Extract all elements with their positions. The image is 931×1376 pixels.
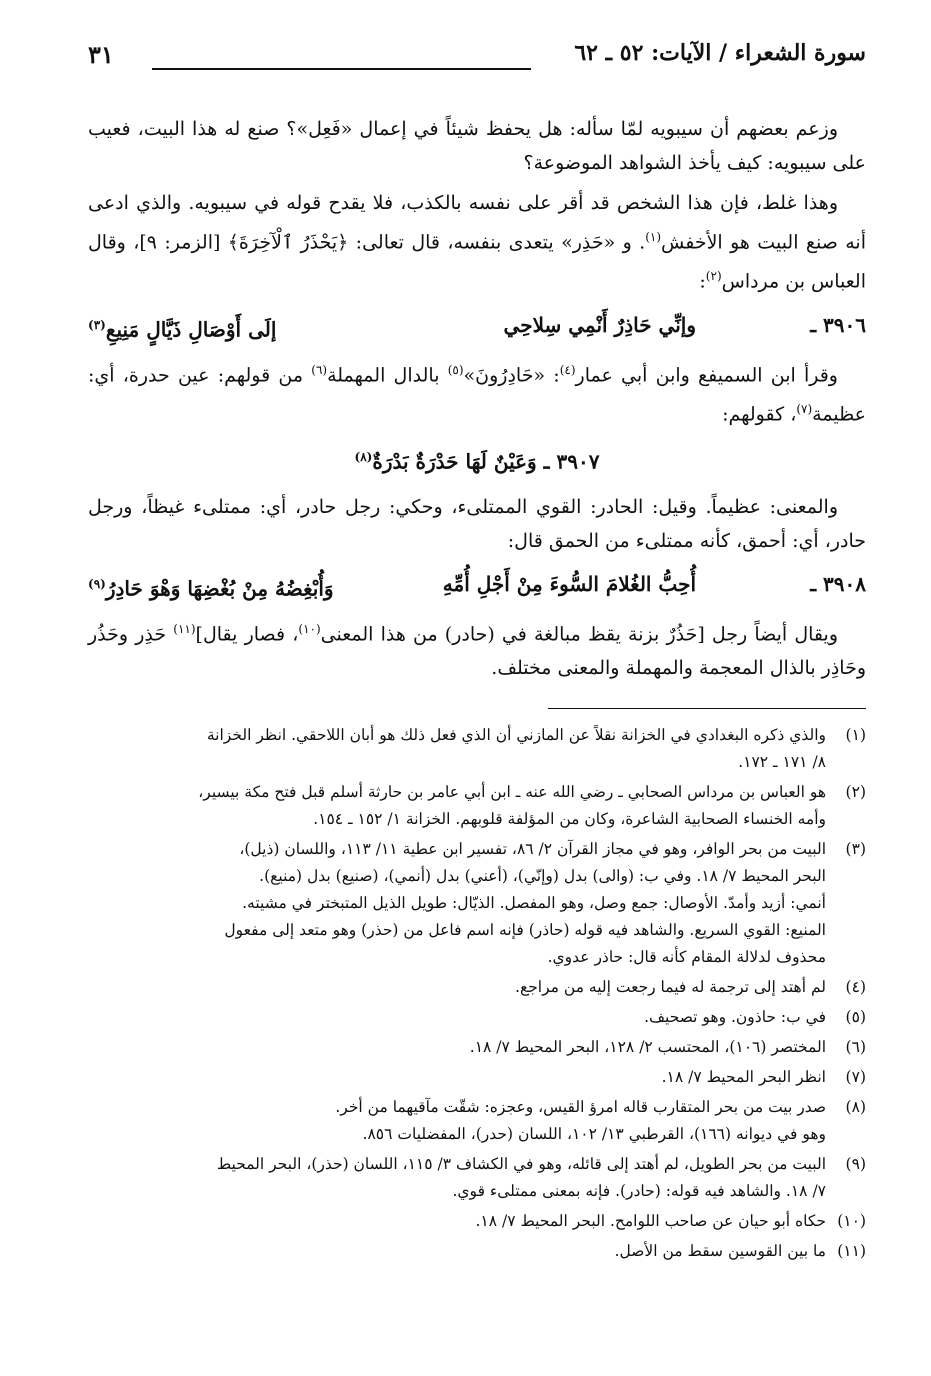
footnote-ref[interactable]: (١١) [173, 621, 196, 636]
footnote-number: (٤) [845, 978, 866, 996]
footnote: (١٠) حكاه أبو حيان عن صاحب اللوامح. البحر المحيط ٧/ ١٨. [88, 1208, 866, 1235]
footnote: (٦) المختصر (١٠٦)، المحتسب ٢/ ١٢٨، البحر المحيط ٧/ ١٨. [88, 1034, 866, 1061]
footnote-number: (٣) [845, 840, 866, 858]
footnote-ref[interactable]: (٨) [354, 450, 373, 465]
footnote-ref[interactable]: (٤) [559, 362, 576, 377]
main-text [88, 112, 866, 691]
footnote-ref[interactable]: (٣) [88, 317, 106, 332]
verse-hemistich-1: وإنِّي حَاذِرٌ أَنْمِي سِلاحِي [503, 312, 696, 337]
footnote-number: (٨) [845, 1098, 866, 1116]
footnote: (٣) البيت من بحر الوافر، وهو في مجاز القرآن ٢/ ٨٦، تفسير ابن عطية ١١/ ١١٣، واللسان (ذيل)، البحر المحيط ٧/ ١٨. وفي ب: (والى) بدل (وإنّي)، (أعني) بدل (أنمي)، (صنيع) بدل (منيع). أنمي: أزيد وأمدّ. الأوصال: جمع وصل، وهو المفصل. الذيّال: طويل الذيل المتبختر في مشيته. المنيع: القوي السريع. والشاهد فيه قوله (حاذر) فإنه اسم فاعل من (حذر) وهو متعد إلى مفعول محذوف لدلالة المقام كأنه قال: حاذر عدوي. [88, 836, 866, 971]
footnote: (١) والذي ذكره البغدادي في الخزانة نقلاً عن المازني أن الذي فعل ذلك هو أبان اللاحقي. انظر الخزانة ٨/ ١٧١ ـ ١٧٢. [88, 722, 866, 776]
footnote: (١١) ما بين القوسين سقط من الأصل. [88, 1238, 866, 1265]
verse-hemistich-2: إلَى أَوْصَالِ ذَيَّالٍ مَنِيعِ$^{(٣)}$ [88, 317, 277, 342]
verse-number: ٣٩٠٨ ـ [810, 571, 866, 596]
footnote-separator [548, 708, 866, 709]
verse-number: ٣٩٠٦ ـ [810, 312, 866, 337]
footnote-ref[interactable]: (٩) [88, 576, 106, 591]
footnote-ref[interactable]: (٦) [311, 362, 328, 377]
footnote-ref[interactable]: (١٠) [298, 621, 321, 636]
footnote: (٤) لم أهتد إلى ترجمة له فيما رجعت إليه من مراجع. [88, 974, 866, 1001]
footnote-number: (١٠) [837, 1212, 866, 1230]
page-header [88, 38, 866, 78]
running-title: سورة الشعراء / الآيات: ٥٢ ـ ٦٢ [574, 40, 866, 66]
verse-3908 [88, 564, 866, 604]
footnote-number: (٢) [845, 783, 866, 801]
paragraph: والمعنى: عظيماً. وقيل: الحادر: القوي الممتلىء، وحكي: رجل حادر، أي: ممتلىء غيظاً، ورجل حادر، أي: أحمق، كأنه ممتلىء من الحمق قال: [88, 495, 866, 552]
page-number: ٣١ [88, 40, 114, 69]
footnote-ref[interactable]: (٥) [447, 362, 464, 377]
footnote: (٩) البيت من بحر الطويل، لم أهتد إلى قائله، وهو في الكشاف ٣/ ١١٥، اللسان (حذر)، البحر المحيط ٧/ ١٨. والشاهد فيه قوله: (حادر). فإنه بمعنى ممتلىء قوي. [88, 1151, 866, 1205]
footnote: (٧) انظر البحر المحيط ٧/ ١٨. [88, 1064, 866, 1091]
paragraph: وهذا غلط، فإن هذا الشخص قد أقر على نفسه بالكذب، فلا يقدح قوله في سيبويه. والذي ادعى أنه صنع البيت هو الأخفش$^{(١)}$. و «حَذِر» يتعدى بنفسه، قال تعالى: ﴿يَحْذَرُ ٱلْآخِرَةَ﴾ [الزمر: ٩]، وقال العباس بن مرداس$^{(٢)}$: [88, 192, 866, 293]
verse-3906 [88, 305, 866, 345]
verse-hemistich-2: وَأُبْغِضُهُ مِنْ بُغْضِهَا وَهْوَ حَادِرُ$^{(٩)}$ [88, 576, 334, 601]
footnote: (٥) في ب: حاذون. وهو تصحيف. [88, 1004, 866, 1031]
footnote-number: (٧) [845, 1068, 866, 1086]
footnote-number: (٩) [845, 1155, 866, 1173]
paragraph: وزعم بعضهم أن سيبويه لمّا سأله: هل يحفظ شيئاً في إعمال «فَعِل»؟ صنع له هذا البيت، فعيب على سيبويه: كيف يأخذ الشواهد الموضوعة؟ [88, 118, 866, 174]
footnote-number: (١) [845, 726, 866, 744]
footnote-ref[interactable]: (٢) [705, 269, 722, 284]
footnote-number: (١١) [837, 1242, 866, 1260]
verse-3907: ٣٩٠٧ ـ وَعَيْنٌ لَهَا حَدْرَةٌ بَدْرَةٌ$^{(٨)}$ [354, 449, 600, 474]
verse-hemistich-1: أُحِبُّ الغُلامَ السُّوءَ مِنْ أَجْلِ أُمِّهِ [442, 571, 696, 596]
footnote-ref[interactable]: (٧) [796, 401, 813, 416]
paragraph: وقرأ ابن السميفع وابن أبي عمار$^{(٤)}$: «حَادِرُونَ»$^{(٥)}$ بالدال المهملة$^{(٦)}$ من قولهم: عين حدرة، أي: عظيمة$^{(٧)}$، كقولهم: [88, 362, 866, 426]
footnotes [88, 722, 866, 1268]
footnote-number: (٦) [845, 1038, 866, 1056]
footnote-ref[interactable]: (١) [645, 230, 662, 244]
footnote: (٨) صدر بيت من بحر المتقارب قاله امرؤ القيس، وعجزه: شقّت مآقيهما من أخر. وهو في ديوانه (١٦٦)، القرطبي ١٣/ ١٠٢، اللسان (حدر)، المفضليات ٨٥٦. [88, 1094, 866, 1148]
footnote-number: (٥) [845, 1008, 866, 1026]
header-rule [152, 68, 531, 70]
footnote: (٢) هو العباس بن مرداس الصحابي ـ رضي الله عنه ـ ابن أبي عامر بن حارثة أسلم قبل فتح مكة بيسير، وأمه الخنساء الصحابية الشاعرة، وكان من المؤلفة قلوبهم. الخزانة ١/ ١٥٢ ـ ١٥٤. [88, 779, 866, 833]
paragraph: ويقال أيضاً رجل [حَذُرٌ بزنة يقظ مبالغة في (حادر) من هذا المعنى$^{(١٠)}$، فصار يقال]$^{(١١)}$ حَذِر وحَذُر وحَاذِر بالذال المعجمة والمهملة والمعنى مختلف. [88, 621, 866, 680]
